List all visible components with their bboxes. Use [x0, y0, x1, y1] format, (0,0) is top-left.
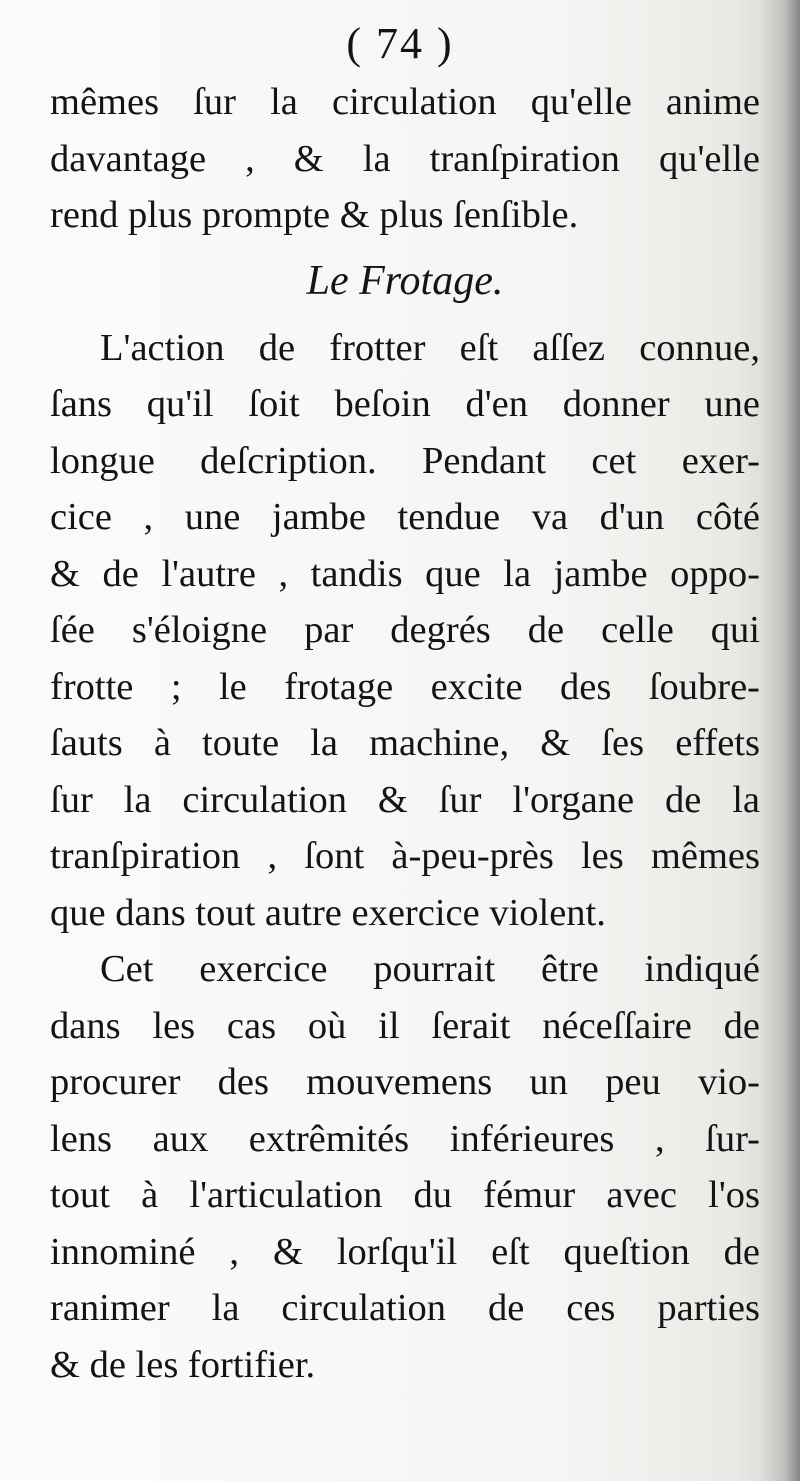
text-line: davantage , & la tranſpiration qu'elle — [50, 137, 760, 180]
paragraph-3 — [50, 941, 760, 1393]
text-line: tout à l'articulation du fémur avec l'os — [50, 1174, 760, 1216]
text-line: cice , une jambe tendue va d'un côté — [50, 496, 760, 538]
text-line: & de les fortifier. — [50, 1343, 316, 1386]
text-line: tranſpiration , ſont à-peu-près les mêmes — [50, 835, 760, 877]
paragraph-2 — [50, 320, 760, 942]
page-number: ( 74 ) — [346, 19, 454, 68]
text-line: dans les cas où il ſerait néceſſaire de — [50, 1004, 760, 1047]
text-line: ſauts à toute la machine, & ſes effets — [50, 722, 760, 764]
text-line: longue deſcription. Pendant cet exer- — [50, 439, 760, 482]
text-line: & de l'autre , tandis que la jambe oppo- — [50, 552, 760, 595]
page-text — [50, 74, 760, 1393]
text-line: que dans tout autre exercice violent. — [50, 891, 606, 934]
text-line: ranimer la circulation de ces parties — [50, 1287, 760, 1329]
text-line: procurer des mouvemens un peu vio- — [50, 1061, 760, 1103]
text-line: rend plus prompte & plus ſenſible. — [50, 194, 579, 236]
section-heading: Le Frotage. — [306, 257, 504, 304]
text-line: Cet exercice pourrait être indiqué — [100, 948, 760, 990]
text-line: lens aux extrêmités inférieures , ſur- — [50, 1117, 760, 1160]
text-line: innominé , & lorſqu'il eſt queſtion de — [50, 1230, 760, 1273]
text-line: mêmes ſur la circulation qu'elle anime — [50, 81, 760, 123]
text-line: ſée s'éloigne par degrés de celle qui — [50, 609, 760, 651]
text-line: ſur la circulation & ſur l'organe de la — [50, 778, 760, 821]
page-edge-shadow — [760, 0, 800, 1481]
text-line: L'action de frotter eſt aſſez connue, — [100, 326, 760, 369]
paragraph-1 — [50, 74, 760, 244]
text-line: ſans qu'il ſoit beſoin d'en donner une — [50, 383, 760, 425]
text-line: frotte ; le frotage excite des ſoubre- — [50, 665, 760, 708]
